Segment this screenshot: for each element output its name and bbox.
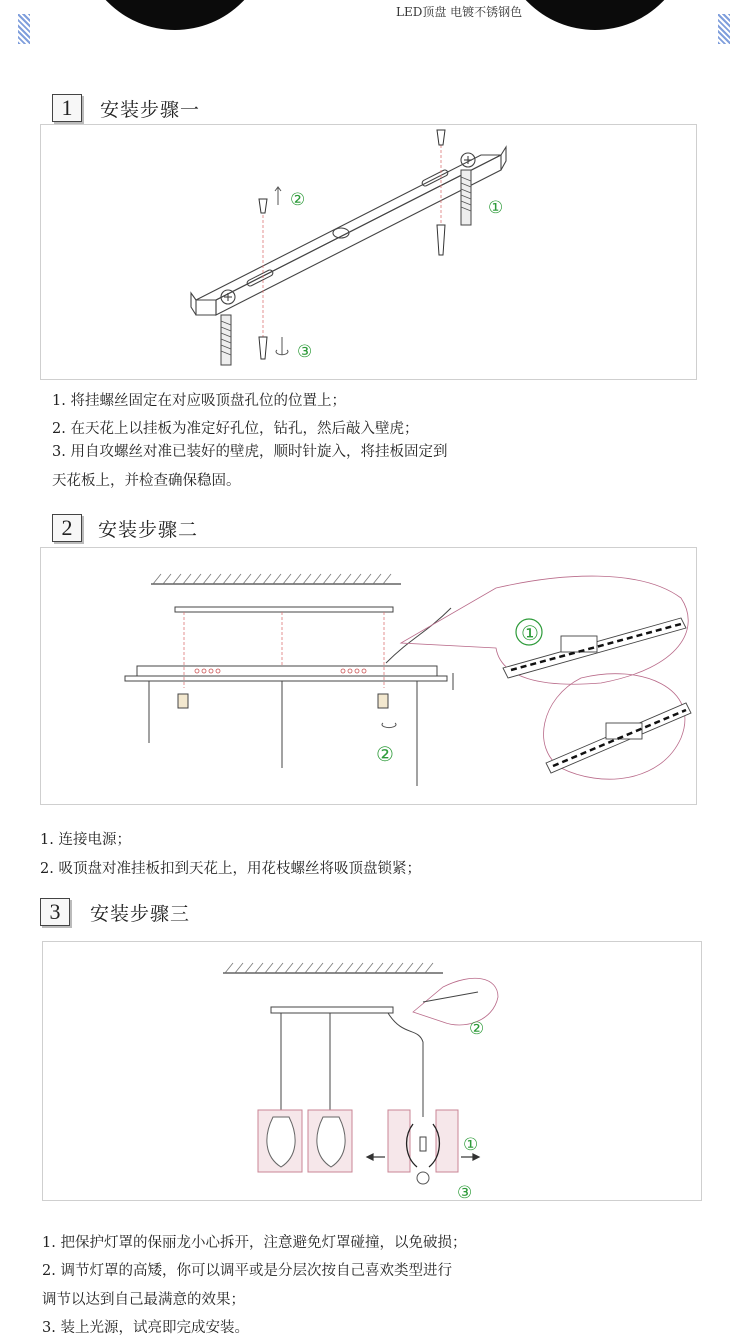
step-3-label-3: ③ xyxy=(457,1183,473,1203)
step-1-diagram xyxy=(40,124,697,380)
step-3-diagram xyxy=(42,941,702,1201)
step-2-label-1: ① xyxy=(521,621,539,645)
step-3-instruction-1: 1. 把保护灯罩的保丽龙小心拆开，注意避免灯罩碰撞，以免破损； xyxy=(42,1235,467,1251)
step-3-instruction-3: 调节以达到自己最满意的效果； xyxy=(42,1292,245,1308)
lamp-disc-left xyxy=(80,0,270,30)
lamp-disc-right xyxy=(500,0,690,30)
step-2-number: 2 xyxy=(52,514,82,542)
step-2-instruction-1: 1. 连接电源； xyxy=(40,832,131,848)
step-1-instruction-3: 3. 用自攻螺丝对准已装好的壁虎，顺时针旋入，将挂板固定到 xyxy=(52,444,448,460)
step-1-label-3: ③ xyxy=(297,342,313,362)
step-3-number: 3 xyxy=(40,898,70,926)
step-2-label-2: ② xyxy=(376,742,394,766)
step-1-number: 1 xyxy=(52,94,82,122)
step-1-instruction-1: 1. 将挂螺丝固定在对应吸顶盘孔位的位置上； xyxy=(52,393,346,409)
left-decoration xyxy=(18,14,30,44)
step-2-diagram xyxy=(40,547,697,805)
step-1-instruction-4: 天花板上，并检查确保稳固。 xyxy=(52,473,241,489)
ceiling-plate-illustration xyxy=(41,548,696,804)
step-3-instruction-4: 3. 装上光源，试亮即完成安装。 xyxy=(42,1320,249,1336)
step-3-title: 安装步骤三 xyxy=(90,903,191,925)
step-2-title: 安装步骤二 xyxy=(98,519,199,541)
pendant-lamp-illustration xyxy=(43,942,701,1203)
step-3-instruction-2: 2. 调节灯罩的高矮，你可以调平或是分层次按自己喜欢类型进行 xyxy=(42,1263,452,1279)
step-2-instruction-2: 2. 吸顶盘对准挂板扣到天花上，用花枝螺丝将吸顶盘锁紧； xyxy=(40,861,421,877)
step-1-label-2: ② xyxy=(290,190,306,210)
step-3-label-2: ② xyxy=(469,1019,485,1039)
step-3-label-1: ① xyxy=(463,1135,479,1155)
mounting-bracket-illustration xyxy=(41,125,696,379)
step-1-instruction-2: 2. 在天花上以挂板为准定好孔位，钻孔，然后敲入壁虎； xyxy=(52,421,419,437)
product-caption: LED顶盘 电镀不锈钢色 xyxy=(396,5,523,19)
bracket-top-edge xyxy=(196,155,504,300)
step-1-label-1: ① xyxy=(488,198,504,218)
right-decoration xyxy=(718,14,730,44)
step-1-title: 安装步骤一 xyxy=(100,99,201,121)
